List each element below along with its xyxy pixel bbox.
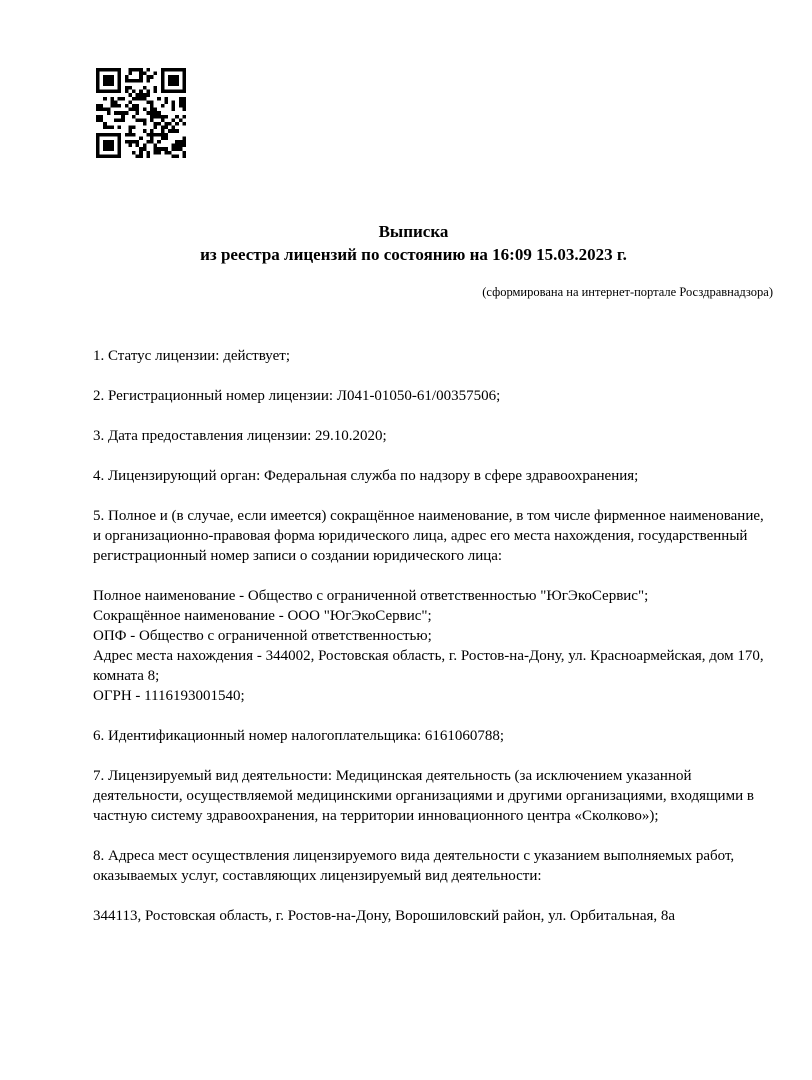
qr-code-icon — [96, 68, 186, 158]
org-ogrn: ОГРН - 1116193001540; — [93, 688, 245, 704]
document-title-line-1: Выписка — [378, 222, 449, 241]
org-full-name: Полное наименование - Общество с ограниченной ответственностью "ЮгЭкоСервис"; — [93, 588, 649, 604]
item-grant-date: 3. Дата предоставления лицензии: 29.10.2020; — [93, 428, 387, 444]
item-taxpayer-number: 6. Идентификационный номер налогоплательщика: 6161060788; — [93, 728, 505, 744]
item-registration-number: 2. Регистрационный номер лицензии: Л041-01050-61/00357506; — [93, 388, 501, 404]
org-address: Адрес места нахождения - 344002, Ростовская область, г. Ростов-на-Дону, ул. Красноармейская, дом 170, комната 8; — [93, 648, 764, 684]
item-licensing-authority: 4. Лицензирующий орган: Федеральная служба по надзору в сфере здравоохранения; — [93, 468, 639, 484]
item-licensed-activity: 7. Лицензируемый вид деятельности: Медицинская деятельность (за исключением указанной деятельности, осуществляемой медицинскими организациями и другими организациями, входящими в частную систему здравоохранения, на территории инновационного центра «Сколково»); — [93, 768, 754, 824]
document-title — [60, 220, 767, 266]
org-legal-form: ОПФ - Общество с ограниченной ответственностью; — [93, 628, 432, 644]
item-license-status: 1. Статус лицензии: действует; — [93, 348, 290, 364]
org-short-name: Сокращённое наименование - ООО "ЮгЭкоСервис"; — [93, 608, 432, 624]
document-title-line-2: из реестра лицензий по состоянию на 16:09 15.03.2023 г. — [200, 245, 627, 264]
formation-note: (сформирована на интернет-портале Росздравнадзора) — [482, 285, 773, 299]
activity-address: 344113, Ростовская область, г. Ростов-на-Дону, Ворошиловский район, ул. Орбитальная, 8а — [93, 908, 676, 924]
document-body — [93, 346, 770, 946]
item-legal-entity-heading: 5. Полное и (в случае, если имеется) сокращённое наименование, в том числе фирменное наименование, и организационно-правовая форма юридического лица, адрес его места нахождения, государственный регистрационный номер записи о создании юридического лица: — [93, 508, 764, 564]
org-details-block — [93, 586, 770, 706]
item-activity-addresses-heading: 8. Адреса мест осуществления лицензируемого вида деятельности с указанием выполняемых работ, оказываемых услуг, составляющих лицензируемый вид деятельности: — [93, 848, 735, 884]
